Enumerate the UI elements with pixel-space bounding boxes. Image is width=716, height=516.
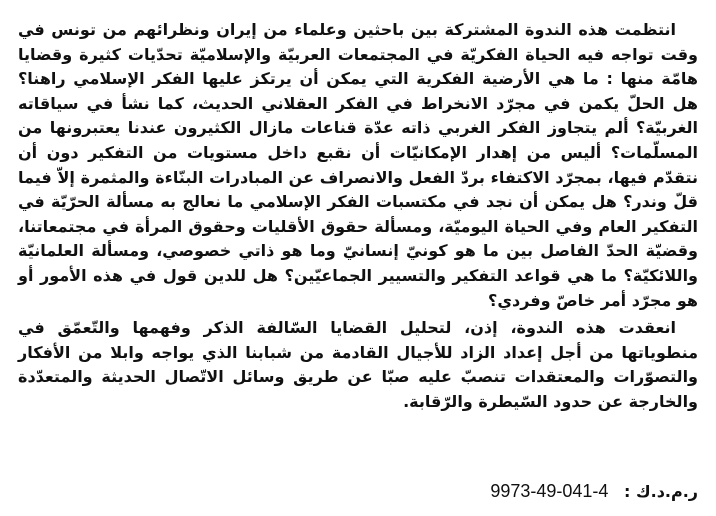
isbn-line bbox=[490, 481, 698, 502]
isbn-number: 9973-49-041-4 bbox=[490, 481, 609, 501]
paragraph-conclusion: انعقدت هذه الندوة، إذن، لتحليل القضايا السّالفة الذكر وفهمها والتّعمّق في منطوياتها من أجل إعداد الزاد للأجيال القادمة من شبابنا الذي يواجه وابلا من الأفكار والتصوّرات والمعتقدات تنصبّ عليه صبّا عن طريق وسائل الاتّصال الحديثة والمتعدّدة والخارجة عن حدود السّيطرة والرّقابة. bbox=[18, 318, 698, 411]
document-page bbox=[18, 18, 698, 508]
isbn-label: ر.م.د.ك : bbox=[623, 482, 698, 501]
paragraph-intro: انتظمت هذه الندوة المشتركة بين باحثين وعلماء من إيران ونظرائهم من تونس في وقت تواجه فيه الحياة الفكريّة في المجتمعات العربيّة والإسلاميّة تحدّيات كثيرة وقضايا هامّة منها : ما هي الأرضية الفكرية التي يمكن أن يرتكز عليها الفكر الإسلامي راهنا؟ هل الحلّ يكمن في مجرّد الانخراط في الفكر العقلاني الحديث، كما نشأ في سياقاته الغربيّة؟ ألم يتجاوز الفكر الغربي ذاته عدّة قناعات مازال الكثيرون عندنا يعتبرونها من المسلّمات؟ أليس من إهدار الإمكانيّات أن نقبع داخل مستويات من التفكير دون أن نتقدّم فيها، بمجرّد الاكتفاء بردّ الفعل والانصراف عن المبادرات البنّاءة والمثمرة إلاّ فيما قلّ وندر؟ هل يمكن أن نجد في مكتسبات الفكر الإسلامي ما نعالج به مسألة الحرّيّة في التفكير العام وفي الحياة اليوميّة، ومسألة حقوق الأقليات وحقوق المرأة في مجتمعاتنا، وقضيّة الحدّ الفاصل بين ما هو كونيّ إنسانيّ وما هو ذاتي خصوصي، ومسألة العلمانيّة واللائكيّة؟ ما هي قواعد التفكير والتسيير الجماعيّين؟ هل للدين قول في هذه الأمور أو هو مجرّد أمر خاصّ وفردي؟ bbox=[18, 20, 698, 310]
